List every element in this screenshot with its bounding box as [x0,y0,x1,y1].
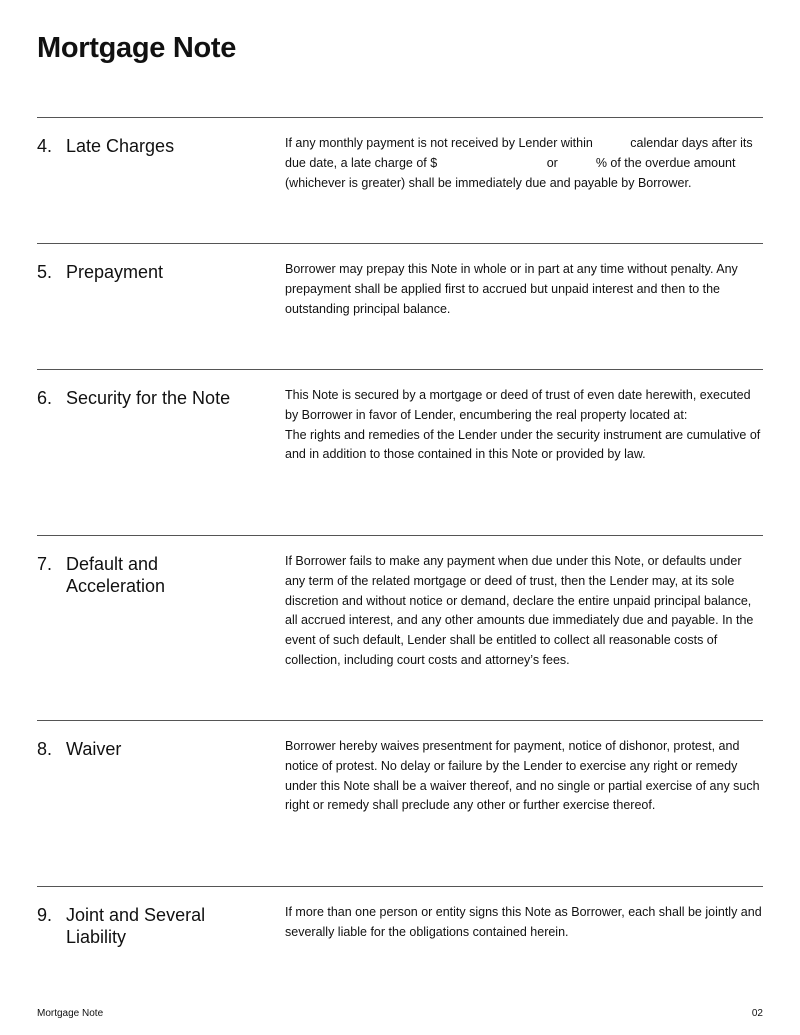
section-title: Waiver [66,739,122,759]
section-paragraph: This Note is secured by a mortgage or deed of trust of even date herewith, executed by Borrower in favor of Lender, encumbering the real property located at: [285,388,751,422]
footer-document-name: Mortgage Note [37,1008,104,1019]
section-paragraph: Borrower hereby waives presentment for payment, notice of dishonor, protest, and notice of protest. No delay or failure by the Lender to exercise any right or remedy under this Note shall be a waiver thereof, and no single or partial exercise of any such right or remedy shall preclude any other or further exercise thereof. [285,739,760,813]
section-number: 6. [37,388,53,408]
section-paragraph: Borrower may prepay this Note in whole or in part at any time without penalty. Any prepayment shall be applied first to accrued but unpaid interest and then to the outstanding principal balance. [285,262,738,316]
section-joint-liability [37,886,763,947]
section-number: 7. [37,554,53,574]
late-charge-text-d: % of the overdue amount (whichever is greater) shall be immediately due and payable by Borrower. [285,155,736,190]
section-default [37,535,763,667]
section-number: 8. [37,739,53,759]
section-body [285,386,765,465]
late-charge-text-b: calendar days after its due date, a late charge of $ [285,136,753,170]
section-prepayment [37,243,763,316]
section-number: 4. [37,136,53,156]
section-body [285,552,765,671]
section-waiver [37,720,763,813]
section-paragraph [285,134,765,193]
page-title: Mortgage Note [37,32,237,64]
late-charge-text-c: or [546,155,558,170]
section-body [285,134,765,193]
section-title: Security for the Note [66,388,231,408]
section-title: Default and Acceleration [66,554,166,596]
section-late-charges [37,117,763,190]
section-title: Late Charges [66,136,175,156]
section-body [285,903,765,943]
section-title: Prepayment [66,262,164,282]
section-body [285,260,765,319]
section-paragraph: The rights and remedies of the Lender under the security instrument are cumulative of and in addition to those contained in this Note or provided by law. [285,427,761,462]
section-title: Joint and Several Liability [66,905,206,947]
footer-page-number: 02 [751,1008,763,1019]
section-security [37,369,763,462]
section-number: 9. [37,905,53,925]
section-number: 5. [37,262,53,282]
section-paragraph: If Borrower fails to make any payment when due under this Note, or defaults under any term of the related mortgage or deed of trust, then the Lender may, at its sole discretion and without notice or demand, declare the entire unpaid principal balance, all accrued interest, and any other amounts due immediately due and payable. In the event of such default, Lender shall be entitled to collect all reasonable costs of collection, including court costs and attorney’s fees. [285,554,754,667]
section-paragraph: If more than one person or entity signs this Note as Borrower, each shall be jointly and severally liable for the obligations contained herein. [285,905,762,939]
section-body [285,737,765,816]
late-charge-text-a: If any monthly payment is not received by Lender within [285,136,593,150]
